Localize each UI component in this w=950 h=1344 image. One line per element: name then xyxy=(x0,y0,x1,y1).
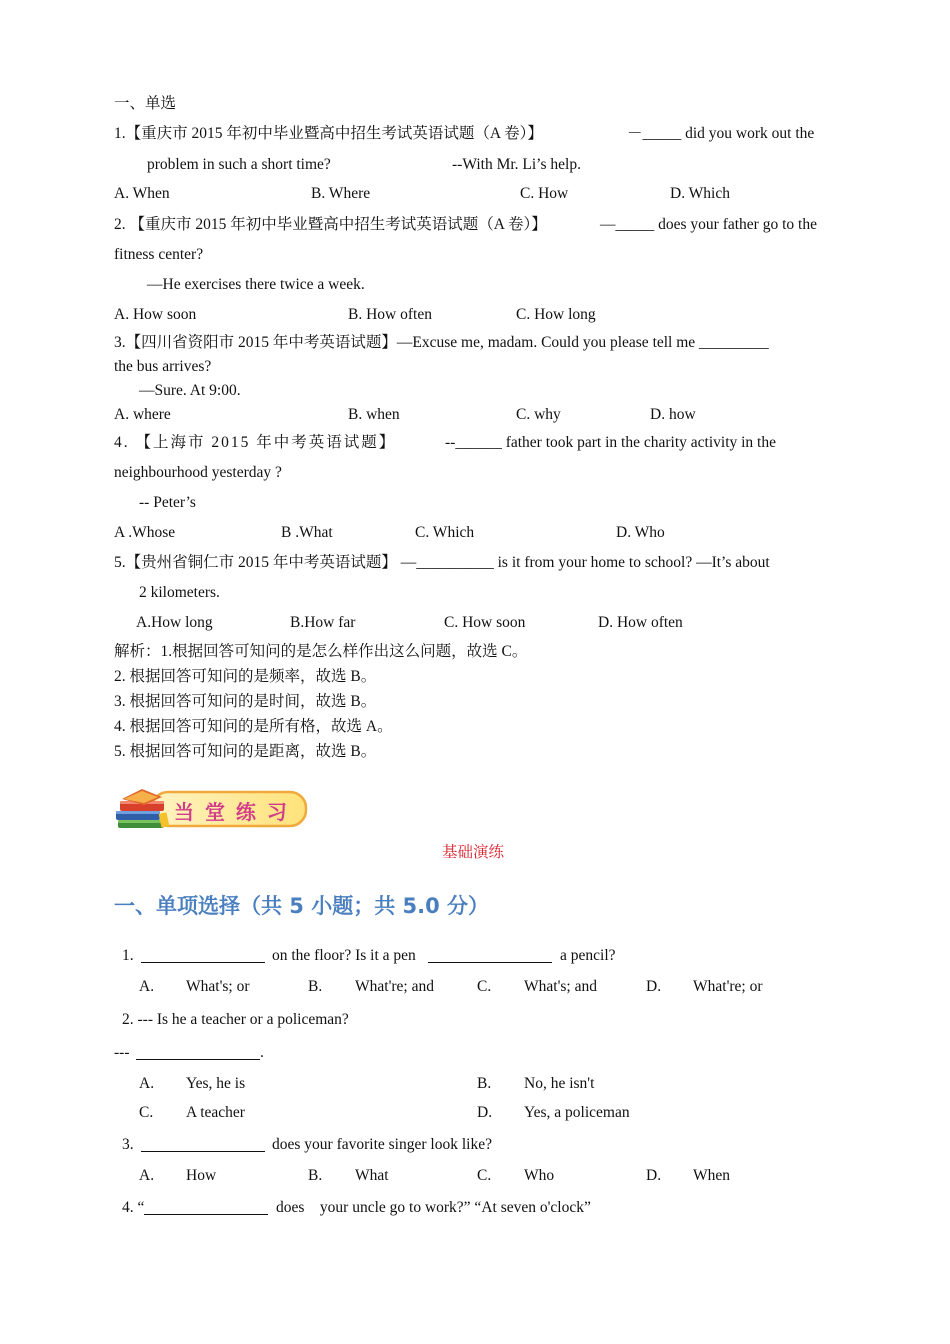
s-q3-text: does your favorite singer look like? xyxy=(272,1136,492,1153)
q5-line2: 2 kilometers. xyxy=(139,584,220,601)
q1-line1-source: 1.【重庆市 2015 年初中毕业暨高中招生考试英语试题（A 卷）】 xyxy=(114,125,543,142)
q4-option-b[interactable]: B .What xyxy=(281,524,333,541)
q5-option-d[interactable]: D. How often xyxy=(598,614,683,631)
s-q2-suffix: . xyxy=(260,1044,264,1061)
s-q1-letter-d: D. xyxy=(646,978,662,995)
q4-line1-question: --______ father took part in the charity activity in the xyxy=(445,434,776,451)
s-q4-blank[interactable] xyxy=(144,1198,268,1215)
s-q1-letter-a: A. xyxy=(139,978,155,995)
s-q2-letter-a: A. xyxy=(139,1075,155,1092)
s-q1-option-a[interactable]: What's; or xyxy=(186,978,250,995)
s-q3-letter-a: A. xyxy=(139,1167,155,1184)
s-q1-text-2: a pencil? xyxy=(560,947,616,964)
q5-option-a[interactable]: A.How long xyxy=(136,614,213,631)
s-q2-prefix: --- xyxy=(114,1044,130,1061)
s-q1-letter-b: B. xyxy=(308,978,323,995)
q5-option-c[interactable]: C. How soon xyxy=(444,614,526,631)
s-q3-option-a[interactable]: How xyxy=(186,1167,217,1184)
s-q3-number: 3. xyxy=(122,1136,134,1153)
s-q2-letter-d: D. xyxy=(477,1104,493,1121)
s-q1-option-c[interactable]: What's; and xyxy=(524,978,597,995)
part1-heading: 一、单选 xyxy=(114,95,177,112)
s-q3-letter-c: C. xyxy=(477,1167,492,1184)
s-q2-option-b[interactable]: No, he isn't xyxy=(524,1075,595,1092)
s-q1-option-b[interactable]: What're; and xyxy=(355,978,434,995)
s-q1-letter-c: C. xyxy=(477,978,492,995)
s-q1-blank-2[interactable] xyxy=(428,946,552,963)
q2-line2: fitness center? xyxy=(114,246,204,263)
practice-banner xyxy=(114,787,310,833)
q5-option-b[interactable]: B.How far xyxy=(290,614,356,631)
banner-text: 当 堂 练 习 xyxy=(174,800,289,824)
analysis-line-4: 4. 根据回答可知问的是所有格，故选 A。 xyxy=(114,718,393,735)
q2-line1-source: 2. 【重庆市 2015 年初中毕业暨高中招生考试英语试题（A 卷）】 xyxy=(114,216,547,233)
q3-option-c[interactable]: C. why xyxy=(516,406,561,423)
s-q3-option-b[interactable]: What xyxy=(355,1167,389,1184)
s-q1-blank-1[interactable] xyxy=(141,946,265,963)
s-q3-option-c[interactable]: Who xyxy=(524,1167,555,1184)
q1-line1-question: －_____ did you work out the xyxy=(627,125,815,142)
q5-line1: 5.【贵州省铜仁市 2015 年中考英语试题】 —__________ is it from your home to school? —It’s about xyxy=(114,554,770,571)
q1-option-b[interactable]: B. Where xyxy=(311,185,371,202)
s-q1-option-d[interactable]: What're; or xyxy=(693,978,763,995)
q4-answer: -- Peter’s xyxy=(139,494,196,511)
q3-line2: the bus arrives? xyxy=(114,358,212,375)
q4-option-a[interactable]: A .Whose xyxy=(114,524,176,541)
s-q3-blank[interactable] xyxy=(141,1135,265,1152)
s-q2-option-a[interactable]: Yes, he is xyxy=(186,1075,246,1092)
q1-line2: problem in such a short time? xyxy=(147,156,331,173)
q2-line1-question: —_____ does your father go to the xyxy=(600,216,817,233)
subtitle: 基础演练 xyxy=(442,844,505,861)
s-q1-text-1: on the floor? Is it a pen xyxy=(272,947,416,964)
analysis-line-1: 解析：1.根据回答可知问的是怎么样作出这么问题，故选 C。 xyxy=(114,643,528,660)
q3-option-d[interactable]: D. how xyxy=(650,406,696,423)
s-q2-option-d[interactable]: Yes, a policeman xyxy=(524,1104,630,1121)
q4-option-d[interactable]: D. Who xyxy=(616,524,665,541)
s-q4-text: does your uncle go to work?” “At seven o'clock” xyxy=(276,1199,591,1216)
s-q3-option-d[interactable]: When xyxy=(693,1167,731,1184)
s-q3-letter-d: D. xyxy=(646,1167,662,1184)
q2-option-b[interactable]: B. How often xyxy=(348,306,432,323)
s-q1-number: 1. xyxy=(122,947,134,964)
s-q2-option-c[interactable]: A teacher xyxy=(186,1104,245,1121)
q1-option-c[interactable]: C. How xyxy=(520,185,569,202)
q3-option-a[interactable]: A. where xyxy=(114,406,171,423)
q4-option-c[interactable]: C. Which xyxy=(415,524,475,541)
analysis-line-3: 3. 根据回答可知问的是时间，故选 B。 xyxy=(114,693,377,710)
analysis-line-2: 2. 根据回答可知问的是频率，故选 B。 xyxy=(114,668,377,685)
q2-option-c[interactable]: C. How long xyxy=(516,306,596,323)
q3-option-b[interactable]: B. when xyxy=(348,406,400,423)
q3-answer: —Sure. At 9:00. xyxy=(139,382,241,399)
s-q2-line1: 2. --- Is he a teacher or a policeman? xyxy=(122,1011,349,1028)
q1-option-d[interactable]: D. Which xyxy=(670,185,730,202)
q2-option-a[interactable]: A. How soon xyxy=(114,306,197,323)
q3-line1: 3.【四川省资阳市 2015 年中考英语试题】—Excuse me, madam. Could you please tell me _________ xyxy=(114,334,769,351)
q4-line1-source: 4. 【上海市 2015 年中考英语试题】 xyxy=(114,434,397,451)
q2-answer: —He exercises there twice a week. xyxy=(147,276,365,293)
s-q2-blank[interactable] xyxy=(136,1043,260,1060)
q4-line2: neighbourhood yesterday ? xyxy=(114,464,282,481)
s-q3-letter-b: B. xyxy=(308,1167,323,1184)
section-title: 一、单项选择（共 5 小题；共 5.0 分） xyxy=(114,894,490,918)
analysis-line-5: 5. 根据回答可知问的是距离，故选 B。 xyxy=(114,743,377,760)
q1-answer: --With Mr. Li’s help. xyxy=(452,156,581,173)
s-q2-letter-b: B. xyxy=(477,1075,492,1092)
s-q2-letter-c: C. xyxy=(139,1104,154,1121)
q1-option-a[interactable]: A. When xyxy=(114,185,170,202)
s-q4-prefix: 4. “ xyxy=(122,1199,145,1216)
